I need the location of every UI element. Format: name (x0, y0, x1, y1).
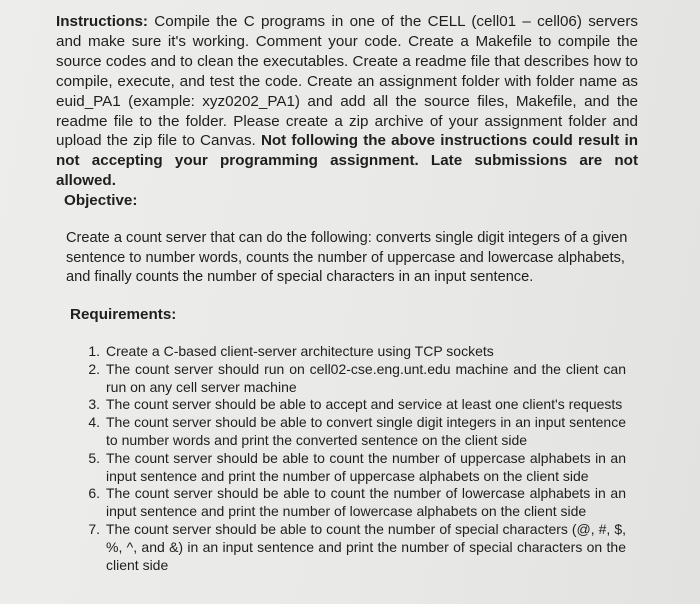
requirement-number: 1. (88, 343, 100, 359)
requirements-heading: Requirements: (70, 306, 177, 323)
requirement-text: The count server should run on cell02-cse.eng.unt.edu machine and the client can run on any cell server machine (106, 360, 626, 395)
requirement-text: The count server should be able to count the number of special characters (@, #, $, %, ^, and &) in an input sentence and print the number of special characters on the client side (106, 520, 626, 573)
requirement-number: 4. (88, 414, 100, 431)
requirement-text: The count server should be able to count the number of uppercase alphabets in an input sentence and print the number of uppercase alphabets on the client side (106, 449, 626, 484)
requirement-item (80, 450, 626, 486)
requirement-text: The count server should be able to count the number of lowercase alphabets in an input sentence and print the number of lowercase alphabets on the client side (106, 485, 626, 520)
requirement-item (80, 414, 626, 450)
requirement-number: 5. (88, 449, 100, 466)
requirement-number: 3. (88, 396, 100, 413)
requirement-number: 7. (88, 520, 100, 537)
requirement-item (80, 361, 626, 397)
requirements-list (80, 343, 626, 574)
requirement-text: The count server should be able to convert single digit integers in an input sentence to number words and print the converted sentence on the client side (106, 414, 626, 448)
instructions-paragraph (56, 12, 638, 191)
instructions-warning: Not following the above instructions could result in not accepting your programming assignment. Late submissions are not allowed. (56, 132, 638, 190)
requirement-item (80, 396, 626, 414)
requirement-text: The count server should be able to accept and service at least one client's requests (106, 396, 623, 413)
requirement-item (80, 485, 626, 521)
objective-text: Create a count server that can do the following: converts single digit integers of a given sentence to number words, counts the number of uppercase and lowercase alphabets, and finally counts the number of special characters in an input sentence. (66, 230, 628, 286)
instructions-label: Instructions: (56, 13, 148, 30)
requirement-number: 6. (88, 485, 100, 502)
requirement-item (80, 343, 626, 361)
requirement-item (80, 521, 626, 574)
requirement-number: 2. (88, 360, 100, 377)
requirement-text: Create a C-based client-server architecture using TCP sockets (106, 343, 494, 359)
instructions-text: Compile the C programs in one of the CELL (cell01 – cell06) servers and make sure it's working. Comment your code. Create a Makefile to compile the source codes and to clean the executables. Create a readme file that describes how to compile, execute, and test the code. Create an assignment folder with folder name as euid_PA1 (example: xyz0202_PA1) and add all the source files, Makefile, and the readme file to the folder. Please create a zip archive of your assignment folder and upload the zip file to Canvas. (56, 13, 638, 150)
objective-heading: Objective: (64, 192, 138, 209)
